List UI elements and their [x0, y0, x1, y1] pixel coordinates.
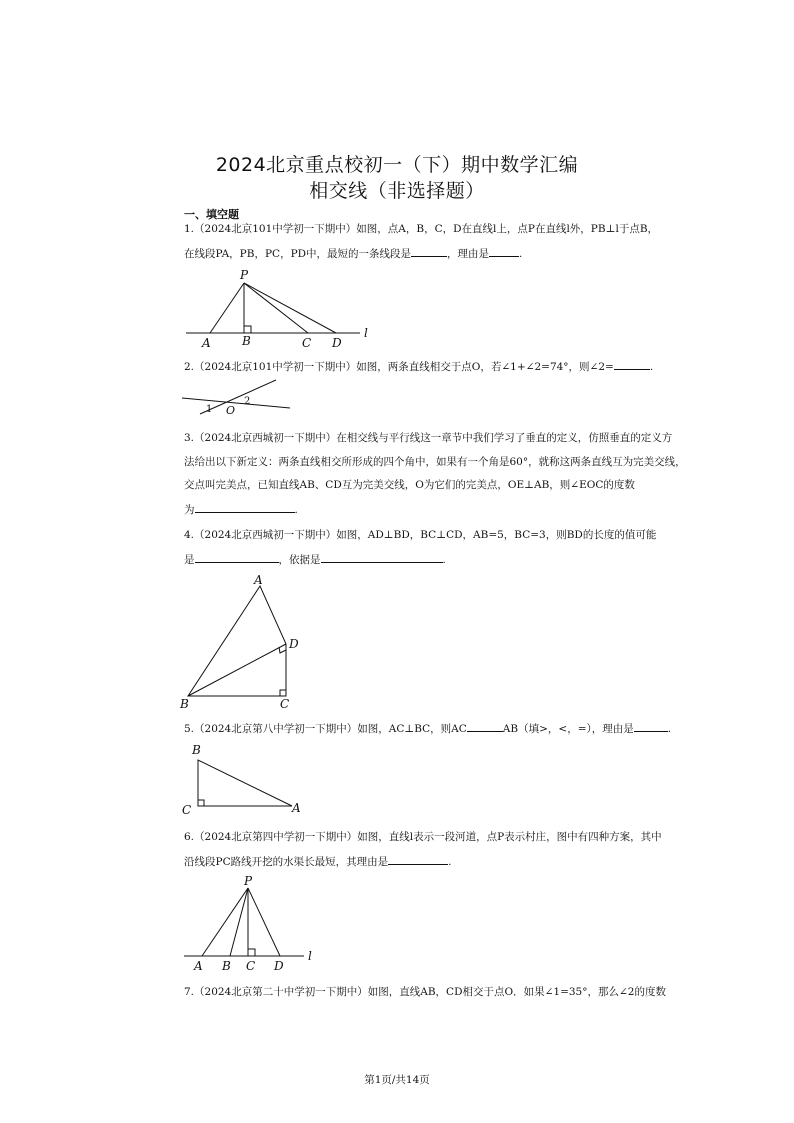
right-angle-mark — [248, 949, 255, 956]
question-2-text-a: 2.（2024北京101中学初一下期中）如图，两条直线相交于点O，若∠1+∠2=74°，则∠2= — [184, 361, 614, 373]
question-3-line-4 — [184, 502, 298, 517]
segment-pa — [202, 888, 248, 956]
answer-blank[interactable] — [467, 721, 503, 732]
question-2-line-1 — [184, 359, 653, 374]
figure-label: D — [332, 336, 342, 350]
figure-label: B — [222, 959, 231, 973]
page-subtitle: 相交线（非选择题） — [309, 180, 485, 202]
figure-label: C — [182, 803, 192, 816]
figure-q5 — [180, 740, 310, 816]
segment-pd — [248, 888, 280, 956]
question-3-line-2: 法给出以下新定义：两条直线相交所形成的四个角中，如果有一个角是60°，就称这两条直线互为完美交线， — [184, 456, 686, 468]
segment-bd — [188, 644, 286, 696]
question-4-line-2 — [184, 552, 446, 567]
figure-label: P — [240, 268, 249, 282]
answer-blank[interactable] — [195, 502, 295, 513]
question-1-line-2 — [184, 246, 522, 261]
question-6-text-b: . — [448, 856, 452, 868]
figure-q1 — [180, 265, 380, 353]
figure-label: P — [244, 874, 253, 888]
question-5-text-b: AB（填>，<，=），理由是 — [502, 723, 634, 735]
figure-label: A — [202, 336, 211, 350]
figure-label: 1 — [206, 404, 213, 415]
answer-blank[interactable] — [489, 246, 519, 257]
figure-label: A — [194, 959, 203, 973]
figure-label: l — [308, 949, 312, 963]
question-1-text-a: 在线段PA，PB，PC，PD中，最短的一条线段是 — [184, 248, 412, 260]
answer-blank[interactable] — [195, 552, 279, 563]
answer-blank[interactable] — [634, 721, 668, 732]
answer-blank[interactable] — [321, 552, 443, 563]
question-4-text-c: . — [442, 554, 446, 566]
question-4-line-1: 4.（2024北京西城初一下期中）如图，AD⊥BD，BC⊥CD，AB=5，BC=3，则BD的长度的值可能 — [184, 529, 657, 541]
question-1-text-c: . — [519, 248, 523, 260]
question-3-text-a: 为 — [184, 504, 195, 516]
segment-pc — [244, 283, 308, 333]
question-7-line-1: 7.（2024北京第二十中学初一下期中）如图，直线AB，CD相交于点O．如果∠1=35°，那么∠2的度数 — [184, 986, 666, 998]
question-4-text-a: 是 — [184, 554, 195, 566]
question-3-line-1: 3.（2024北京西城初一下期中）在相交线与平行线这一章节中我们学习了垂直的定义，仿照垂直的定义方 — [184, 432, 673, 444]
figure-label: A — [254, 573, 263, 587]
figure-q6 — [180, 872, 320, 974]
quadrilateral-abcd — [188, 586, 286, 696]
answer-blank[interactable] — [614, 359, 650, 370]
figure-label: 2 — [244, 396, 251, 407]
figure-label: C — [302, 336, 312, 350]
question-2-text-b: . — [649, 361, 654, 373]
figure-label: O — [226, 404, 236, 416]
page-footer: 第1页/共14页 — [364, 1074, 430, 1086]
section-heading: 一、填空题 — [184, 208, 239, 221]
triangle-abc — [198, 760, 292, 806]
figure-label: D — [289, 637, 299, 651]
figure-label: D — [274, 959, 284, 973]
question-3-line-3: 交点叫完美点，已知直线AB、CD互为完美交线，O为它们的完美点，OE⊥AB，则∠EOC的度数 — [184, 479, 635, 491]
question-6-text-a: 沿线段PC路线开挖的水渠长最短，其理由是 — [184, 856, 389, 868]
question-5-text-c: . — [667, 723, 672, 735]
line-1 — [182, 398, 290, 408]
question-5-text-a: 5.（2024北京第八中学初一下期中）如图，AC⊥BC，则AC — [184, 723, 467, 735]
question-3-text-b: . — [294, 504, 298, 516]
page-title: 2024北京重点校初一（下）期中数学汇编 — [215, 154, 579, 176]
figure-q4 — [176, 570, 316, 712]
figure-label: C — [280, 697, 290, 711]
figure-q2 — [180, 376, 296, 416]
figure-label: B — [192, 743, 201, 757]
question-1-line-1: 1.（2024北京101中学初一下期中）如图，点A，B，C，D在直线l上，点P在直线l外，PB⊥l于点B， — [184, 223, 659, 235]
question-6-line-2 — [184, 854, 451, 869]
figure-label: C — [246, 959, 256, 973]
question-5-line-1 — [184, 721, 671, 736]
figure-label: A — [292, 801, 301, 815]
right-angle-mark — [244, 326, 251, 333]
right-angle-mark — [198, 800, 204, 806]
question-6-line-1: 6.（2024北京第四中学初一下期中）如图，直线l表示一段河道，点P表示村庄，图中有四种方案，其中 — [184, 831, 662, 843]
segment-pa — [210, 283, 244, 333]
question-4-text-b: ，依据是 — [278, 554, 321, 566]
answer-blank[interactable] — [388, 854, 448, 865]
figure-label: l — [364, 326, 368, 340]
right-angle-mark-c — [280, 690, 286, 696]
figure-label: B — [242, 334, 251, 348]
question-1-text-b: ，理由是 — [447, 248, 490, 260]
segment-pb — [230, 888, 248, 956]
segment-pd — [244, 283, 336, 333]
right-angle-mark-d — [279, 647, 286, 653]
answer-blank[interactable] — [411, 246, 447, 257]
figure-label: B — [180, 697, 189, 711]
